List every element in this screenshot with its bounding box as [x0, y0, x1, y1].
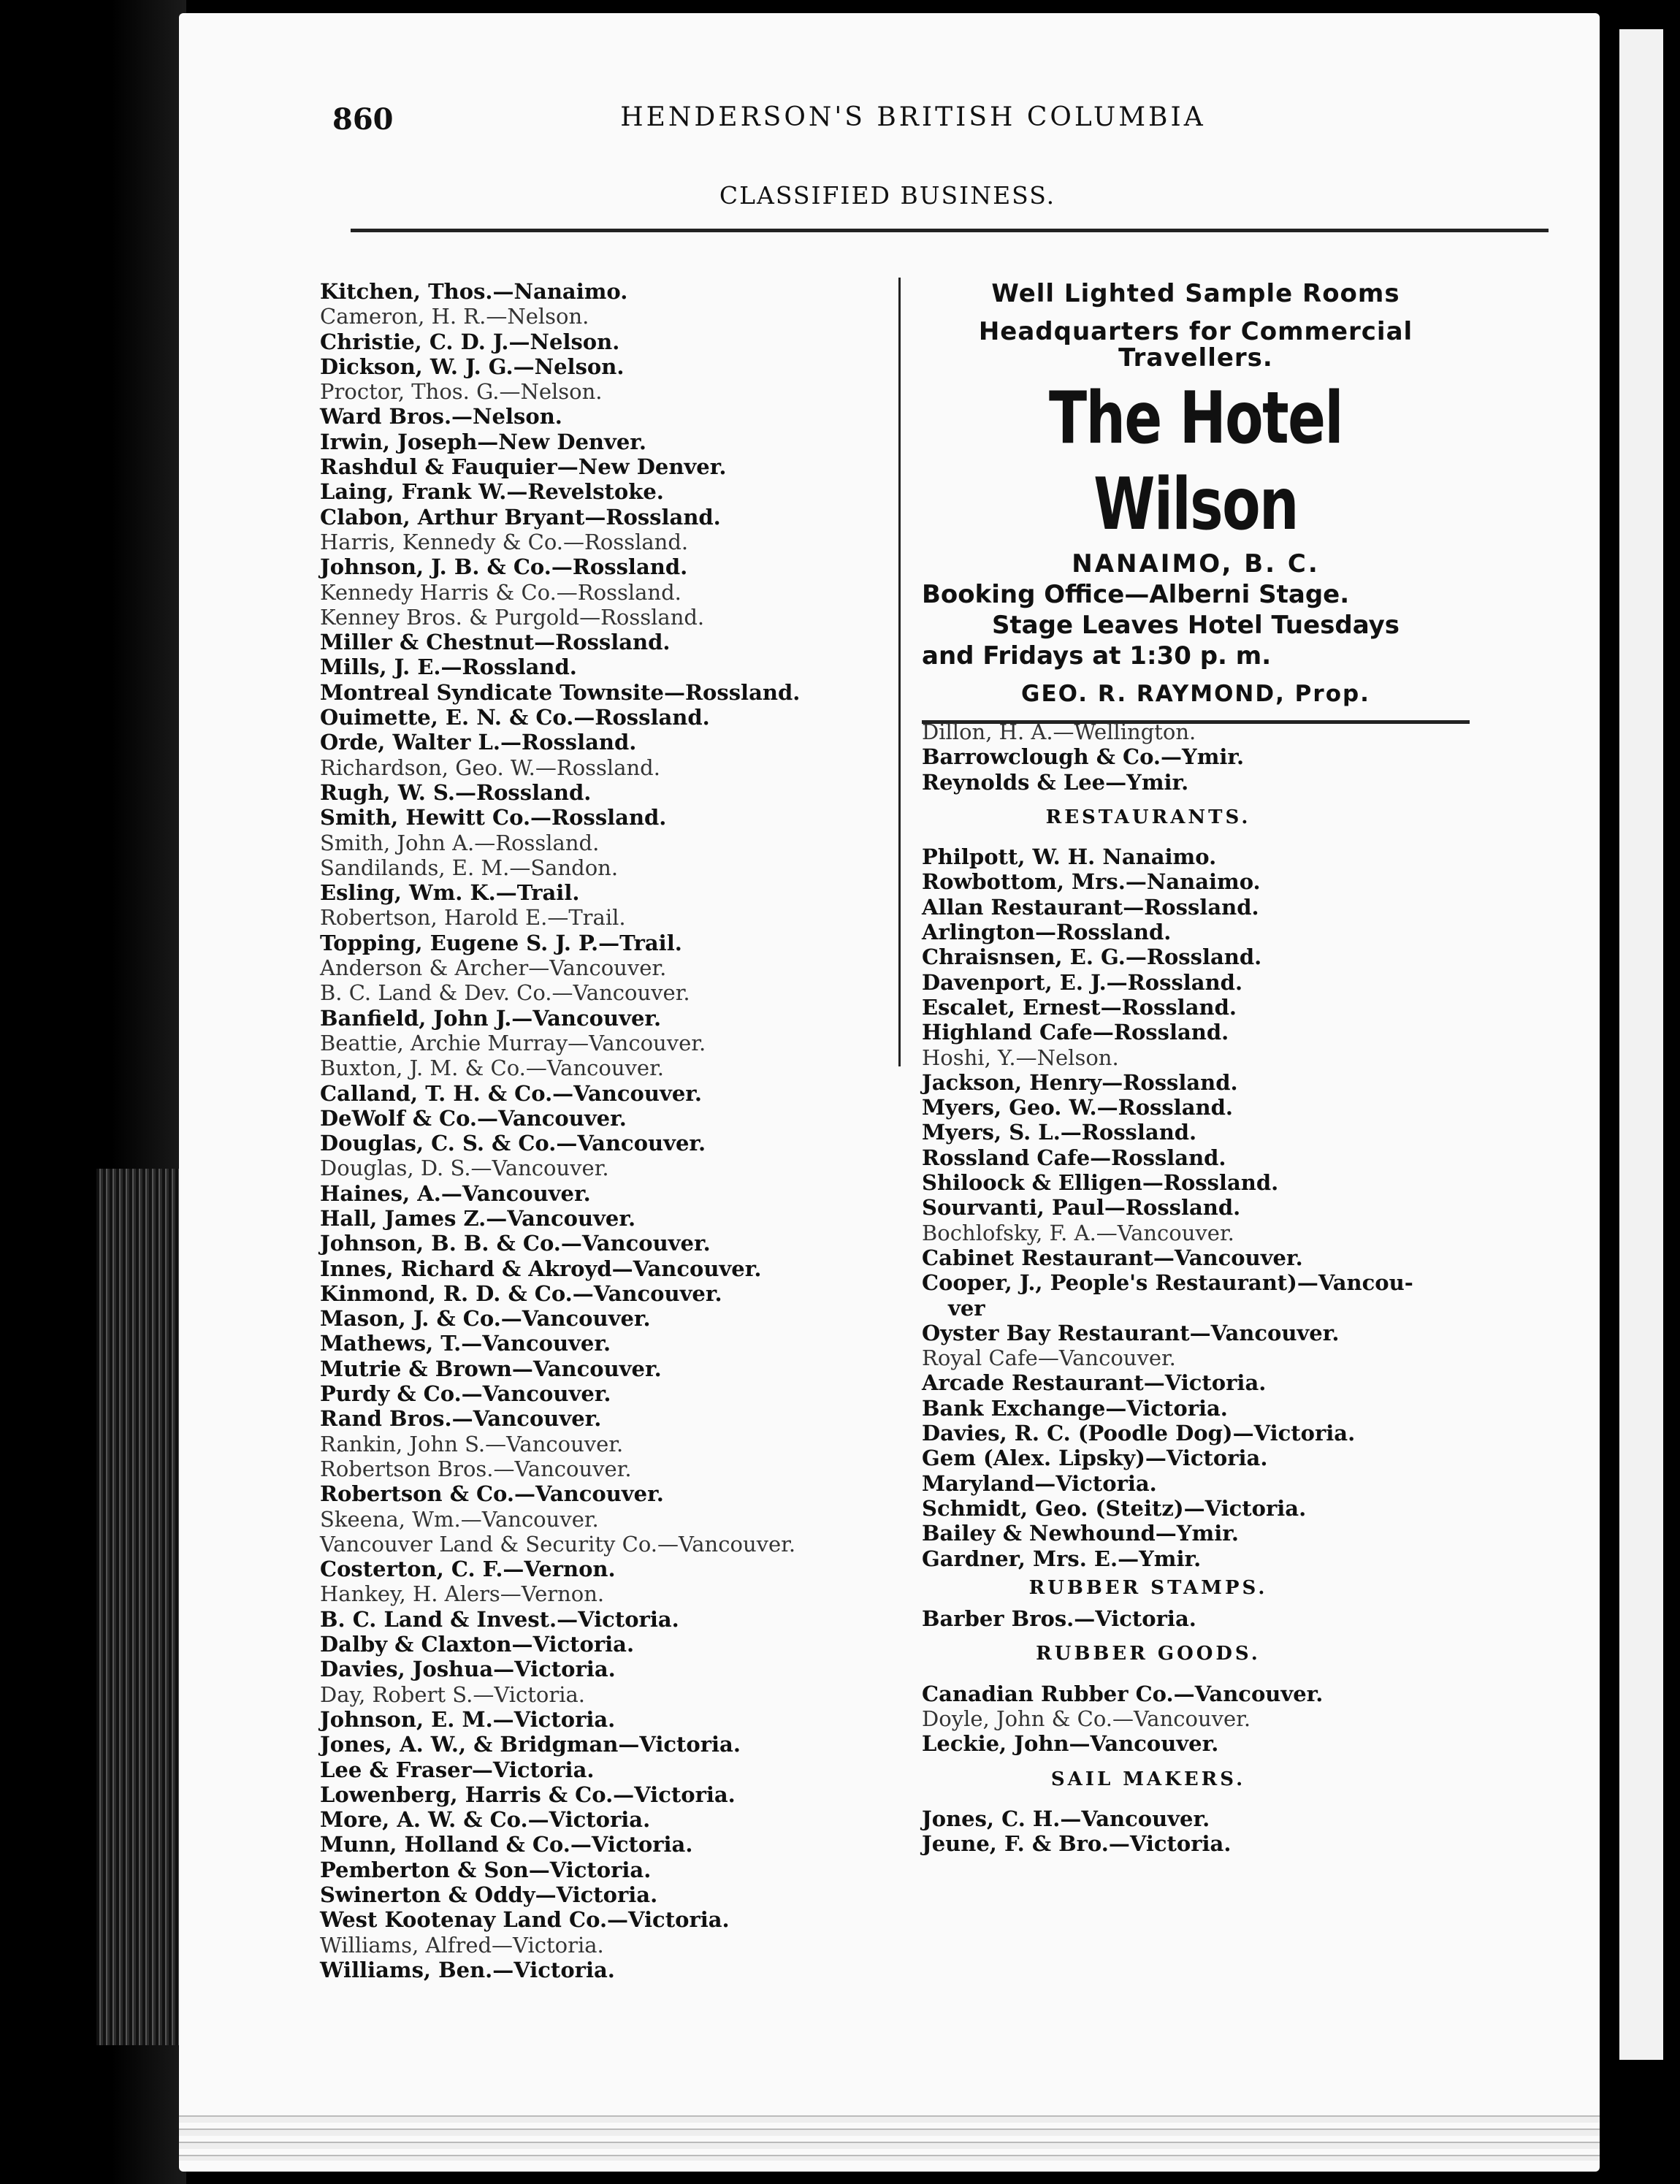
- listing: Escalet, Ernest—Rossland.: [922, 994, 1237, 1020]
- category-heading-restaurants: RESTAURANTS.: [1045, 806, 1251, 828]
- listing: Vancouver Land & Security Co.—Vancouver.: [320, 1531, 796, 1557]
- listing: Dickson, W. J. G.—Nelson.: [320, 354, 625, 379]
- listing: Esling, Wm. K.—Trail.: [320, 880, 580, 906]
- listing: Arcade Restaurant—Victoria.: [922, 1370, 1267, 1396]
- listing: Orde, Walter L.—Rossland.: [320, 730, 637, 755]
- page-number: 860: [332, 102, 394, 137]
- listing: Mathews, T.—Vancouver.: [320, 1331, 611, 1356]
- listing: Leckie, John—Vancouver.: [922, 1731, 1219, 1757]
- listing: Robertson & Co.—Vancouver.: [320, 1481, 664, 1507]
- listing: Buxton, J. M. & Co.—Vancouver.: [320, 1055, 664, 1081]
- listing: Hoshi, Y.—Nelson.: [922, 1045, 1119, 1070]
- listing: Rossland Cafe—Rossland.: [922, 1145, 1226, 1170]
- listing: Davenport, E. J.—Rossland.: [922, 969, 1243, 995]
- listing: Douglas, C. S. & Co.—Vancouver.: [320, 1131, 706, 1156]
- listing: Canadian Rubber Co.—Vancouver.: [922, 1681, 1324, 1706]
- listing: Sandilands, E. M.—Sandon.: [320, 855, 619, 880]
- listing: Smith, Hewitt Co.—Rossland.: [320, 805, 667, 831]
- listing: Philpott, W. H. Nanaimo.: [922, 844, 1217, 870]
- listing: Clabon, Arthur Bryant—Rossland.: [320, 504, 721, 530]
- listing: Topping, Eugene S. J. P.—Trail.: [320, 930, 682, 955]
- listing: Hankey, H. Alers—Vernon.: [320, 1581, 605, 1607]
- ad-tagline: Well Lighted Sample Rooms: [991, 279, 1400, 308]
- listing: Miller & Chestnut—Rossland.: [320, 630, 671, 655]
- listing: Kennedy Harris & Co.—Rossland.: [320, 579, 681, 605]
- listing: Rankin, John S.—Vancouver.: [320, 1431, 624, 1456]
- listing: Jackson, Henry—Rossland.: [922, 1069, 1238, 1095]
- listing: Rugh, W. S.—Rossland.: [320, 779, 592, 805]
- listing: Gem (Alex. Lipsky)—Victoria.: [922, 1446, 1268, 1471]
- listing: Bank Exchange—Victoria.: [922, 1395, 1228, 1421]
- listing-continuation: ver: [948, 1295, 985, 1321]
- listing: Allan Restaurant—Rossland.: [922, 894, 1259, 920]
- listing: Richardson, Geo. W.—Rossland.: [320, 755, 660, 780]
- ad-hotel-name: The Hotel Wilson: [1048, 377, 1343, 546]
- listing: Swinerton & Oddy—Victoria.: [320, 1882, 658, 1907]
- listing: Barrowclough & Co.—Ymir.: [922, 744, 1245, 770]
- listing: Chraisnsen, E. G.—Rossland.: [922, 944, 1262, 970]
- listing: Dillon, H. A.—Wellington.: [922, 719, 1196, 744]
- column-divider: [898, 278, 901, 1066]
- listing: Rand Bros.—Vancouver.: [320, 1406, 602, 1432]
- ad-friday-schedule: and Fridays at 1:30 p. m.: [922, 641, 1272, 671]
- listing: More, A. W. & Co.—Victoria.: [320, 1807, 651, 1833]
- listing: Davies, R. C. (Poodle Dog)—Victoria.: [922, 1421, 1356, 1446]
- listing: Gardner, Mrs. E.—Ymir.: [922, 1546, 1202, 1571]
- listing: Robertson, Harold E.—Trail.: [320, 905, 626, 931]
- listing: Kinmond, R. D. & Co.—Vancouver.: [320, 1280, 722, 1306]
- listing: Royal Cafe—Vancouver.: [922, 1345, 1176, 1371]
- running-head: HENDERSON'S BRITISH COLUMBIA: [620, 102, 1206, 132]
- ad-stage-schedule: Stage Leaves Hotel Tuesdays: [991, 611, 1400, 640]
- listing: Beattie, Archie Murray—Vancouver.: [320, 1030, 706, 1055]
- book-page-edges: [96, 1169, 191, 2045]
- listing: Pemberton & Son—Victoria.: [320, 1857, 652, 1882]
- listing: Jones, C. H.—Vancouver.: [922, 1806, 1210, 1831]
- left-column-listings: [320, 279, 800, 1982]
- listing: Banfield, John J.—Vancouver.: [320, 1005, 662, 1031]
- listing: Lee & Fraser—Victoria.: [320, 1757, 595, 1782]
- listing: Oyster Bay Restaurant—Vancouver.: [922, 1320, 1340, 1345]
- listing: Costerton, C. F.—Vernon.: [320, 1557, 616, 1582]
- listing: Day, Robert S.—Victoria.: [320, 1681, 586, 1707]
- scan-border-right: [1603, 0, 1680, 2184]
- listing: Ward Bros.—Nelson.: [320, 404, 562, 429]
- listing: Proctor, Thos. G.—Nelson.: [320, 379, 603, 405]
- listing: Cabinet Restaurant—Vancouver.: [922, 1245, 1303, 1270]
- listing: Barber Bros.—Victoria.: [922, 1606, 1196, 1632]
- listing: Maryland—Victoria.: [922, 1470, 1157, 1496]
- ad-booking-office: Booking Office—Alberni Stage.: [922, 580, 1350, 609]
- listing: Cameron, H. R.—Nelson.: [320, 304, 589, 329]
- listing: Douglas, D. S.—Vancouver.: [320, 1156, 609, 1181]
- listing: Laing, Frank W.—Revelstoke.: [320, 479, 664, 505]
- listing: Mason, J. & Co.—Vancouver.: [320, 1306, 651, 1332]
- listing: Christie, C. D. J.—Nelson.: [320, 329, 620, 354]
- right-column-listings: [922, 719, 1413, 1856]
- listing: Sourvanti, Paul—Rossland.: [922, 1195, 1241, 1221]
- listing: Munn, Holland & Co.—Victoria.: [320, 1832, 693, 1857]
- listing: B. C. Land & Invest.—Victoria.: [320, 1606, 679, 1632]
- listing: Calland, T. H. & Co.—Vancouver.: [320, 1080, 702, 1106]
- listing: Smith, John A.—Rossland.: [320, 830, 600, 855]
- listing: Shiloock & Elligen—Rossland.: [922, 1170, 1279, 1196]
- hotel-wilson-advertisement: [922, 278, 1470, 724]
- listing: Williams, Alfred—Victoria.: [320, 1932, 604, 1958]
- listing: Doyle, John & Co.—Vancouver.: [922, 1706, 1251, 1731]
- ad-headquarters: Headquarters for Commercial Travellers.: [978, 317, 1413, 373]
- listing: Arlington—Rossland.: [922, 920, 1172, 945]
- listing: Jeune, F. & Bro.—Victoria.: [922, 1831, 1232, 1857]
- listing: Myers, Geo. W.—Rossland.: [922, 1095, 1233, 1120]
- listing: Mutrie & Brown—Vancouver.: [320, 1356, 662, 1381]
- listing: Irwin, Joseph—New Denver.: [320, 429, 647, 454]
- listing: Rowbottom, Mrs.—Nanaimo.: [922, 869, 1261, 895]
- listing: Ouimette, E. N. & Co.—Rossland.: [320, 705, 710, 730]
- listing: Innes, Richard & Akroyd—Vancouver.: [320, 1256, 762, 1281]
- ad-location: NANAIMO, B. C.: [1072, 549, 1320, 579]
- listing: Skeena, Wm.—Vancouver.: [320, 1506, 599, 1532]
- listing: Harris, Kennedy & Co.—Rossland.: [320, 529, 689, 554]
- listing: Cooper, J., People's Restaurant)—Vancou-: [922, 1270, 1413, 1296]
- section-heading: CLASSIFIED BUSINESS.: [719, 181, 1056, 210]
- listing: Davies, Joshua—Victoria.: [320, 1657, 616, 1682]
- listing: Myers, S. L.—Rossland.: [922, 1120, 1197, 1145]
- listing: Schmidt, Geo. (Steitz)—Victoria.: [922, 1495, 1307, 1521]
- listing: Anderson & Archer—Vancouver.: [320, 955, 667, 981]
- category-heading-rubber-stamps: RUBBER STAMPS.: [1028, 1576, 1268, 1599]
- adjacent-page-edge: [1619, 29, 1663, 2060]
- listing: Jones, A. W., & Bridgman—Victoria.: [320, 1732, 741, 1757]
- listing: B. C. Land & Dev. Co.—Vancouver.: [320, 980, 690, 1006]
- page-bottom-edge: [179, 2109, 1600, 2161]
- listing: Haines, A.—Vancouver.: [320, 1180, 591, 1206]
- listing: DeWolf & Co.—Vancouver.: [320, 1105, 627, 1131]
- category-heading-sail-makers: SAIL MAKERS.: [1050, 1768, 1246, 1790]
- listing: Montreal Syndicate Townsite—Rossland.: [320, 679, 801, 705]
- listing: Johnson, J. B. & Co.—Rossland.: [320, 554, 688, 580]
- listing: Reynolds & Lee—Ymir.: [922, 769, 1189, 795]
- listing: Robertson Bros.—Vancouver.: [320, 1456, 632, 1481]
- listing: Williams, Ben.—Victoria.: [320, 1957, 615, 1982]
- listing: Kenney Bros. & Purgold—Rossland.: [320, 604, 705, 630]
- listing: Bailey & Newhound—Ymir.: [922, 1521, 1239, 1546]
- header-rule: [351, 229, 1549, 232]
- listing: Lowenberg, Harris & Co.—Victoria.: [320, 1782, 736, 1807]
- listing: Johnson, B. B. & Co.—Vancouver.: [320, 1231, 711, 1256]
- listing: Mills, J. E.—Rossland.: [320, 654, 577, 680]
- listing: Bochlofsky, F. A.—Vancouver.: [922, 1220, 1234, 1245]
- listing: Dalby & Claxton—Victoria.: [320, 1632, 635, 1657]
- listing: Rashdul & Fauquier—New Denver.: [320, 454, 727, 480]
- listing: Hall, James Z.—Vancouver.: [320, 1205, 636, 1231]
- listing: Highland Cafe—Rossland.: [922, 1020, 1229, 1045]
- category-heading-rubber-goods: RUBBER GOODS.: [1036, 1643, 1261, 1665]
- listing: Kitchen, Thos.—Nanaimo.: [320, 279, 628, 304]
- listing: Johnson, E. M.—Victoria.: [320, 1706, 616, 1732]
- listing: Purdy & Co.—Vancouver.: [320, 1381, 611, 1407]
- ad-proprietor: GEO. R. RAYMOND, Prop.: [1021, 681, 1370, 707]
- listing: West Kootenay Land Co.—Victoria.: [320, 1907, 730, 1933]
